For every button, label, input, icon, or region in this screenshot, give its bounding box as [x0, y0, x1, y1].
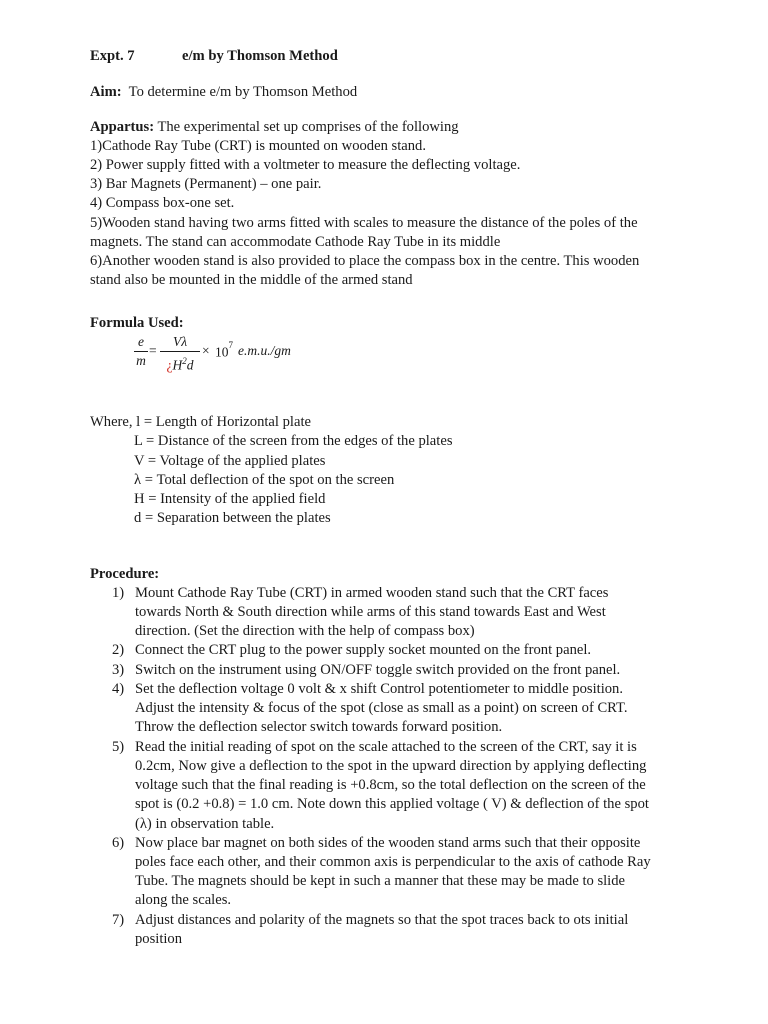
apparatus-item: 1)Cathode Ray Tube (CRT) is mounted on wooden stand. — [90, 138, 426, 154]
procedure-label: Procedure: — [90, 566, 160, 582]
aim-label: Aim: — [90, 84, 122, 100]
fraction-bar — [134, 351, 148, 352]
where-first-definition: Where, l = Length of Horizontal plate — [90, 414, 311, 430]
apparatus-item: 5)Wooden stand having two arms fitted with scales to measure the distance of the poles of the — [90, 215, 638, 231]
step-line: Adjust the intensity & focus of the spot (close as small as a point) on screen of CRT. — [135, 700, 628, 716]
fraction-bar — [160, 351, 200, 352]
step-number: 2) — [112, 642, 125, 658]
step-line: poles face each other, and their common axis is perpendicular to the axis of cathode Ray — [135, 854, 651, 870]
apparatus-intro: The experimental set up comprises of the following — [157, 119, 459, 135]
lhs-numerator: e — [138, 334, 144, 349]
step-line: (λ) in observation table. — [135, 816, 275, 832]
rhs-denominator-h: H — [172, 357, 183, 373]
apparatus-item: 2) Power supply fitted with a voltmeter to measure the deflecting voltage. — [90, 157, 521, 173]
rhs-denominator-d: d — [186, 357, 194, 373]
step-line: Throw the deflection selector switch towards forward position. — [135, 719, 503, 735]
step-number: 5) — [112, 739, 125, 755]
formula-label: Formula Used: — [90, 315, 184, 331]
step-line: direction. (Set the direction with the help of compass box) — [135, 623, 475, 639]
rhs-denominator-prefix: ¿ — [166, 357, 173, 373]
definition-item: V = Voltage of the applied plates — [134, 453, 326, 469]
power-of-ten — [215, 340, 233, 361]
apparatus-item: 4) Compass box-one set. — [90, 195, 235, 211]
apparatus-item: 3) Bar Magnets (Permanent) – one pair. — [90, 176, 322, 192]
apparatus-intro-line — [90, 118, 459, 137]
definition-item: d = Separation between the plates — [134, 510, 331, 526]
equals-sign: = — [149, 343, 157, 358]
step-number: 4) — [112, 681, 125, 697]
apparatus-item: magnets. The stand can accommodate Cathode Ray Tube in its middle — [90, 234, 501, 250]
lhs-denominator: m — [136, 353, 146, 368]
step-line: Mount Cathode Ray Tube (CRT) in armed wooden stand such that the CRT faces — [135, 585, 609, 601]
step-line: spot is (0.2 +0.8) = 1.0 cm. Note down this applied voltage ( V) & deflection of the spot — [135, 796, 649, 812]
rhs-fraction — [160, 334, 200, 374]
step-line: Read the initial reading of spot on the scale attached to the screen of the CRT, say it is — [135, 739, 637, 755]
aim-line — [90, 83, 357, 102]
rhs-denominator-exponent: 2 — [182, 356, 187, 366]
step-number: 6) — [112, 835, 125, 851]
apparatus-label: Appartus: — [90, 119, 155, 135]
step-number: 7) — [112, 912, 125, 928]
rhs-numerator: Vλ — [172, 334, 188, 349]
experiment-title: e/m by Thomson Method — [182, 48, 338, 64]
step-line: Connect the CRT plug to the power supply socket mounted on the front panel. — [135, 642, 592, 658]
rhs-denominator — [160, 353, 200, 374]
step-line: towards North & South direction while arms of this stand towards East and West — [135, 604, 606, 620]
step-line: along the scales. — [135, 892, 232, 908]
ten-exponent: 7 — [228, 340, 233, 350]
step-line: Tube. The magnets should be kept in such a manner that these may be made to slide — [135, 873, 626, 889]
experiment-number: Expt. 7 — [90, 48, 135, 64]
apparatus-item: stand also be mounted in the middle of the armed stand — [90, 272, 413, 288]
definition-item: L = Distance of the screen from the edges of the plates — [134, 433, 453, 449]
aim-text: To determine e/m by Thomson Method — [128, 84, 358, 100]
lhs-fraction — [134, 334, 148, 369]
step-line: Now place bar magnet on both sides of the wooden stand arms such that their opposite — [135, 835, 641, 851]
step-line: Adjust distances and polarity of the magnets so that the spot traces back to ots initial — [135, 912, 629, 928]
formula-equation — [134, 334, 354, 378]
definition-item: λ = Total deflection of the spot on the screen — [134, 472, 395, 488]
times-sign: × — [202, 343, 210, 358]
formula-unit: e.m.u./gm — [238, 343, 291, 358]
step-line: position — [135, 931, 183, 947]
apparatus-item: 6)Another wooden stand is also provided to place the compass box in the centre. This wooden — [90, 253, 640, 269]
step-line: 0.2cm, Now give a deflection to the spot in the upward direction by applying deflecting — [135, 758, 647, 774]
step-line: Switch on the instrument using ON/OFF toggle switch provided on the front panel. — [135, 662, 621, 678]
step-number: 1) — [112, 585, 125, 601]
step-number: 3) — [112, 662, 125, 678]
step-line: voltage such that the final reading is +0.8cm, so the total deflection on the screen of the — [135, 777, 646, 793]
step-line: Set the deflection voltage 0 volt & x shift Control potentiometer to middle position. — [135, 681, 624, 697]
definition-item: H = Intensity of the applied field — [134, 491, 326, 507]
ten-base: 10 — [215, 344, 229, 360]
